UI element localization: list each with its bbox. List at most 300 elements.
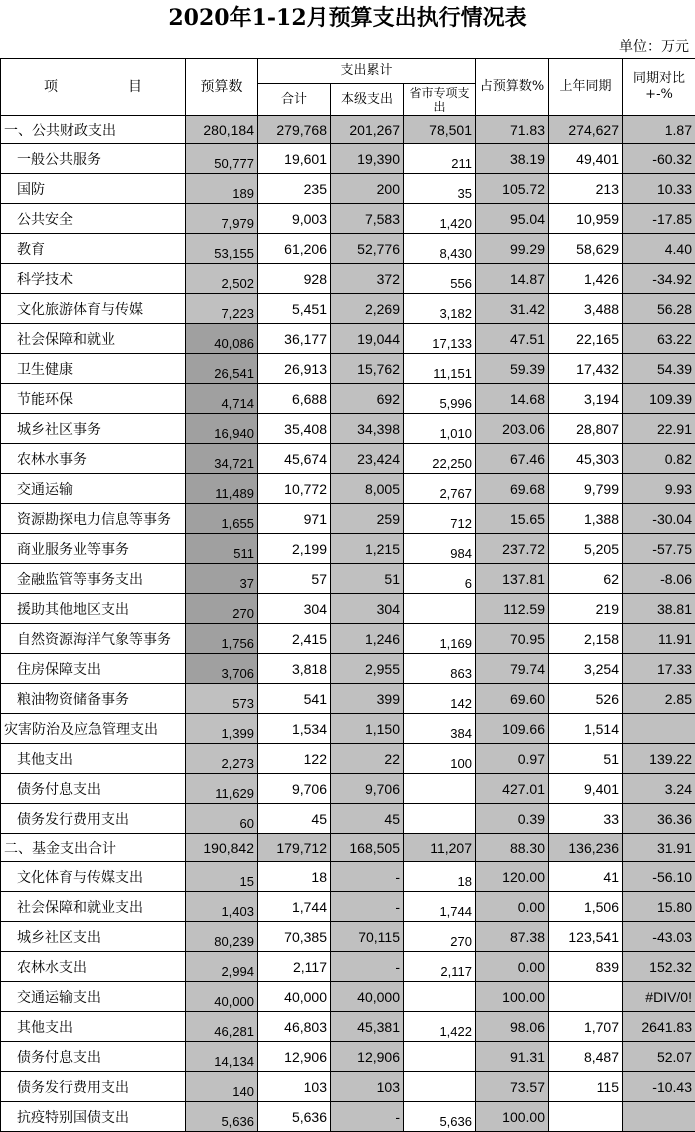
cell-yoy: -10.43	[623, 1072, 695, 1102]
cell-total: 304	[258, 594, 331, 624]
cell-local: 70,115	[331, 922, 404, 952]
cell-last: 33	[549, 804, 623, 834]
table-row	[1, 892, 695, 922]
cell-ratio: 69.60	[476, 684, 549, 714]
cell-local: 372	[331, 264, 404, 294]
cell-last: 5,205	[549, 534, 623, 564]
cell-local: 22	[331, 744, 404, 774]
cell-total: 10,772	[258, 474, 331, 504]
cell-ratio: 95.04	[476, 204, 549, 234]
row-name: 金融监管等事务支出	[1, 564, 186, 594]
cell-yoy: 152.32	[623, 952, 695, 982]
cell-budget: 573	[186, 684, 258, 714]
cell-budget: 5,636	[186, 1102, 258, 1132]
row-name: 公共安全	[1, 204, 186, 234]
cell-local: -	[331, 892, 404, 922]
cell-budget: 40,000	[186, 982, 258, 1012]
table-body	[1, 116, 695, 1132]
row-name: 城乡社区支出	[1, 922, 186, 952]
cell-last: 136,236	[549, 834, 623, 862]
header-cumulative: 支出累计	[258, 59, 476, 84]
cell-last: 51	[549, 744, 623, 774]
cell-last: 9,799	[549, 474, 623, 504]
table-row	[1, 264, 695, 294]
row-name: 城乡社区事务	[1, 414, 186, 444]
cell-yoy: 54.39	[623, 354, 695, 384]
cell-last: 8,487	[549, 1042, 623, 1072]
table-row	[1, 1042, 695, 1072]
cell-local: 103	[331, 1072, 404, 1102]
cell-ratio: 105.72	[476, 174, 549, 204]
table-row	[1, 1072, 695, 1102]
cell-ratio: 79.74	[476, 654, 549, 684]
cell-budget: 2,273	[186, 744, 258, 774]
cell-special: 142	[404, 684, 476, 714]
cell-ratio: 0.00	[476, 892, 549, 922]
row-name: 节能环保	[1, 384, 186, 414]
cell-total: 70,385	[258, 922, 331, 952]
row-name: 债务发行费用支出	[1, 1072, 186, 1102]
cell-local: -	[331, 1102, 404, 1132]
cell-budget: 190,842	[186, 834, 258, 862]
cell-local: 7,583	[331, 204, 404, 234]
cell-budget: 1,403	[186, 892, 258, 922]
row-name: 交通运输支出	[1, 982, 186, 1012]
table-header	[1, 59, 695, 116]
cell-special: 556	[404, 264, 476, 294]
cell-budget: 511	[186, 534, 258, 564]
cell-local: 45,381	[331, 1012, 404, 1042]
cell-special: 863	[404, 654, 476, 684]
cell-total: 2,117	[258, 952, 331, 982]
cell-local: 34,398	[331, 414, 404, 444]
cell-yoy: 63.22	[623, 324, 695, 354]
row-name: 社会保障和就业	[1, 324, 186, 354]
cell-yoy: -8.06	[623, 564, 695, 594]
cell-total: 179,712	[258, 834, 331, 862]
cell-budget: 40,086	[186, 324, 258, 354]
cell-local: 19,390	[331, 144, 404, 174]
row-name: 国防	[1, 174, 186, 204]
header-item: 项 目	[1, 59, 186, 116]
cell-ratio: 59.39	[476, 354, 549, 384]
cell-last: 58,629	[549, 234, 623, 264]
cell-local: 2,269	[331, 294, 404, 324]
row-name: 教育	[1, 234, 186, 264]
cell-total: 1,744	[258, 892, 331, 922]
cell-ratio: 203.06	[476, 414, 549, 444]
table-row	[1, 744, 695, 774]
cell-local: 259	[331, 504, 404, 534]
cell-ratio: 137.81	[476, 564, 549, 594]
cell-special: 11,151	[404, 354, 476, 384]
header-local: 本级支出	[331, 84, 404, 116]
cell-special: 11,207	[404, 834, 476, 862]
cell-budget: 80,239	[186, 922, 258, 952]
cell-special: 1,010	[404, 414, 476, 444]
cell-last: 49,401	[549, 144, 623, 174]
cell-special	[404, 804, 476, 834]
cell-last: 28,807	[549, 414, 623, 444]
cell-last: 10,959	[549, 204, 623, 234]
row-name: 粮油物资储备事务	[1, 684, 186, 714]
cell-total: 122	[258, 744, 331, 774]
row-name: 援助其他地区支出	[1, 594, 186, 624]
cell-budget: 46,281	[186, 1012, 258, 1042]
cell-special: 100	[404, 744, 476, 774]
table-row	[1, 414, 695, 444]
cell-total: 26,913	[258, 354, 331, 384]
cell-ratio: 120.00	[476, 862, 549, 892]
table-row	[1, 654, 695, 684]
cell-last: 526	[549, 684, 623, 714]
cell-last: 1,506	[549, 892, 623, 922]
row-name: 科学技术	[1, 264, 186, 294]
table-row	[1, 144, 695, 174]
cell-special: 6	[404, 564, 476, 594]
cell-total: 9,706	[258, 774, 331, 804]
cell-last: 219	[549, 594, 623, 624]
cell-total: 1,534	[258, 714, 331, 744]
cell-special: 712	[404, 504, 476, 534]
cell-ratio: 70.95	[476, 624, 549, 654]
cell-last: 123,541	[549, 922, 623, 952]
table-row	[1, 116, 695, 144]
cell-total: 19,601	[258, 144, 331, 174]
cell-yoy: 36.36	[623, 804, 695, 834]
cell-total: 235	[258, 174, 331, 204]
cell-ratio: 0.00	[476, 952, 549, 982]
row-name: 自然资源海洋气象等事务	[1, 624, 186, 654]
cell-local: 304	[331, 594, 404, 624]
cell-ratio: 100.00	[476, 1102, 549, 1132]
header-total: 合计	[258, 84, 331, 116]
row-name: 社会保障和就业支出	[1, 892, 186, 922]
table-row	[1, 384, 695, 414]
table-row	[1, 922, 695, 952]
header-last-year: 上年同期	[549, 59, 623, 116]
cell-last: 1,388	[549, 504, 623, 534]
row-name: 交通运输	[1, 474, 186, 504]
row-name: 债务付息支出	[1, 1042, 186, 1072]
cell-ratio: 73.57	[476, 1072, 549, 1102]
cell-budget: 3,706	[186, 654, 258, 684]
row-name: 卫生健康	[1, 354, 186, 384]
cell-yoy: 56.28	[623, 294, 695, 324]
cell-ratio: 14.87	[476, 264, 549, 294]
cell-total: 279,768	[258, 116, 331, 144]
cell-ratio: 237.72	[476, 534, 549, 564]
cell-special: 5,636	[404, 1102, 476, 1132]
cell-ratio: 14.68	[476, 384, 549, 414]
cell-ratio: 0.39	[476, 804, 549, 834]
cell-last: 9,401	[549, 774, 623, 804]
cell-total: 5,636	[258, 1102, 331, 1132]
cell-total: 45,674	[258, 444, 331, 474]
cell-last: 115	[549, 1072, 623, 1102]
cell-yoy: 38.81	[623, 594, 695, 624]
cell-budget: 2,502	[186, 264, 258, 294]
cell-budget: 140	[186, 1072, 258, 1102]
table-row	[1, 774, 695, 804]
cell-yoy: 52.07	[623, 1042, 695, 1072]
cell-local: 1,215	[331, 534, 404, 564]
page-title: 2020年1-12月预算支出执行情况表	[0, 0, 695, 36]
cell-last: 41	[549, 862, 623, 892]
cell-budget: 280,184	[186, 116, 258, 144]
row-name: 住房保障支出	[1, 654, 186, 684]
table-row	[1, 354, 695, 384]
cell-budget: 1,756	[186, 624, 258, 654]
cell-last: 62	[549, 564, 623, 594]
cell-special: 17,133	[404, 324, 476, 354]
row-name: 农林水支出	[1, 952, 186, 982]
row-name: 抗疫特别国债支出	[1, 1102, 186, 1132]
cell-last	[549, 982, 623, 1012]
cell-budget: 37	[186, 564, 258, 594]
cell-ratio: 109.66	[476, 714, 549, 744]
row-name: 商业服务业等事务	[1, 534, 186, 564]
cell-total: 36,177	[258, 324, 331, 354]
cell-special: 8,430	[404, 234, 476, 264]
cell-yoy: 17.33	[623, 654, 695, 684]
cell-special: 984	[404, 534, 476, 564]
cell-ratio: 91.31	[476, 1042, 549, 1072]
cell-total: 61,206	[258, 234, 331, 264]
row-name: 债务付息支出	[1, 774, 186, 804]
cell-yoy: 109.39	[623, 384, 695, 414]
cell-yoy: 2641.83	[623, 1012, 695, 1042]
cell-budget: 15	[186, 862, 258, 892]
budget-table	[0, 58, 695, 1132]
table-row	[1, 204, 695, 234]
cell-budget: 11,489	[186, 474, 258, 504]
cell-local: 23,424	[331, 444, 404, 474]
cell-special: 5,996	[404, 384, 476, 414]
cell-budget: 7,223	[186, 294, 258, 324]
cell-local: 200	[331, 174, 404, 204]
cell-yoy: -43.03	[623, 922, 695, 952]
cell-special: 384	[404, 714, 476, 744]
cell-special: 211	[404, 144, 476, 174]
cell-last: 1,426	[549, 264, 623, 294]
cell-special: 78,501	[404, 116, 476, 144]
cell-local: 2,955	[331, 654, 404, 684]
cell-ratio: 100.00	[476, 982, 549, 1012]
cell-budget: 14,134	[186, 1042, 258, 1072]
cell-total: 57	[258, 564, 331, 594]
cell-ratio: 112.59	[476, 594, 549, 624]
cell-yoy: -57.75	[623, 534, 695, 564]
cell-budget: 16,940	[186, 414, 258, 444]
header-budget: 预算数	[186, 59, 258, 116]
cell-special: 18	[404, 862, 476, 892]
cell-yoy	[623, 714, 695, 744]
table-row	[1, 714, 695, 744]
cell-ratio: 31.42	[476, 294, 549, 324]
cell-special: 1,422	[404, 1012, 476, 1042]
cell-budget: 34,721	[186, 444, 258, 474]
cell-yoy: -17.85	[623, 204, 695, 234]
cell-local: 8,005	[331, 474, 404, 504]
cell-last: 1,514	[549, 714, 623, 744]
cell-total: 12,906	[258, 1042, 331, 1072]
cell-budget: 7,979	[186, 204, 258, 234]
cell-total: 2,199	[258, 534, 331, 564]
cell-yoy: 11.91	[623, 624, 695, 654]
cell-last: 2,158	[549, 624, 623, 654]
cell-special	[404, 774, 476, 804]
cell-total: 9,003	[258, 204, 331, 234]
cell-special: 1,744	[404, 892, 476, 922]
cell-ratio: 87.38	[476, 922, 549, 952]
cell-ratio: 38.19	[476, 144, 549, 174]
cell-local: -	[331, 952, 404, 982]
table-row	[1, 982, 695, 1012]
cell-total: 541	[258, 684, 331, 714]
cell-last: 274,627	[549, 116, 623, 144]
cell-last: 3,194	[549, 384, 623, 414]
cell-special: 1,169	[404, 624, 476, 654]
table-row	[1, 952, 695, 982]
cell-local: 45	[331, 804, 404, 834]
cell-local: 52,776	[331, 234, 404, 264]
cell-ratio: 427.01	[476, 774, 549, 804]
unit-label: 单位：万元	[619, 36, 689, 58]
cell-last: 22,165	[549, 324, 623, 354]
cell-yoy: 2.85	[623, 684, 695, 714]
cell-budget: 1,655	[186, 504, 258, 534]
table-row	[1, 294, 695, 324]
cell-local: 51	[331, 564, 404, 594]
cell-ratio: 69.68	[476, 474, 549, 504]
cell-yoy: 3.24	[623, 774, 695, 804]
cell-special: 270	[404, 922, 476, 952]
header-ratio: 占预算数%	[476, 59, 549, 116]
table-row	[1, 504, 695, 534]
cell-ratio: 0.97	[476, 744, 549, 774]
cell-special	[404, 1072, 476, 1102]
table-row	[1, 862, 695, 892]
cell-last: 17,432	[549, 354, 623, 384]
cell-special	[404, 982, 476, 1012]
cell-special: 2,117	[404, 952, 476, 982]
cell-yoy: 10.33	[623, 174, 695, 204]
cell-ratio: 67.46	[476, 444, 549, 474]
cell-yoy: 22.91	[623, 414, 695, 444]
row-name: 其他支出	[1, 1012, 186, 1042]
cell-local: 19,044	[331, 324, 404, 354]
cell-yoy: 0.82	[623, 444, 695, 474]
row-name: 农林水事务	[1, 444, 186, 474]
cell-local: 9,706	[331, 774, 404, 804]
cell-total: 40,000	[258, 982, 331, 1012]
cell-last: 3,488	[549, 294, 623, 324]
row-name: 文化旅游体育与传媒	[1, 294, 186, 324]
cell-last: 45,303	[549, 444, 623, 474]
table-row	[1, 234, 695, 264]
cell-budget: 11,629	[186, 774, 258, 804]
cell-yoy: 31.91	[623, 834, 695, 862]
cell-last: 213	[549, 174, 623, 204]
cell-ratio: 88.30	[476, 834, 549, 862]
cell-ratio: 15.65	[476, 504, 549, 534]
cell-local: 399	[331, 684, 404, 714]
cell-special: 2,767	[404, 474, 476, 504]
table-row	[1, 834, 695, 862]
cell-yoy: -30.04	[623, 504, 695, 534]
row-name: 一般公共服务	[1, 144, 186, 174]
cell-special: 22,250	[404, 444, 476, 474]
table-row	[1, 1012, 695, 1042]
cell-total: 35,408	[258, 414, 331, 444]
cell-budget: 50,777	[186, 144, 258, 174]
table-row	[1, 1102, 695, 1132]
cell-yoy	[623, 1102, 695, 1132]
cell-yoy: -34.92	[623, 264, 695, 294]
cell-yoy: -60.32	[623, 144, 695, 174]
cell-total: 5,451	[258, 294, 331, 324]
cell-yoy: 15.80	[623, 892, 695, 922]
cell-yoy: 4.40	[623, 234, 695, 264]
row-name: 文化体育与传媒支出	[1, 862, 186, 892]
row-name: 债务发行费用支出	[1, 804, 186, 834]
cell-yoy: 9.93	[623, 474, 695, 504]
cell-total: 45	[258, 804, 331, 834]
table-row	[1, 684, 695, 714]
cell-ratio: 47.51	[476, 324, 549, 354]
row-name: 资源勘探电力信息等事务	[1, 504, 186, 534]
cell-special: 35	[404, 174, 476, 204]
table-row	[1, 594, 695, 624]
cell-local: 12,906	[331, 1042, 404, 1072]
cell-last	[549, 1102, 623, 1132]
cell-local: 692	[331, 384, 404, 414]
cell-total: 2,415	[258, 624, 331, 654]
row-name: 二、基金支出合计	[1, 834, 186, 862]
cell-ratio: 71.83	[476, 116, 549, 144]
header-special: 省市专项支出	[404, 84, 476, 116]
cell-last: 839	[549, 952, 623, 982]
cell-special: 1,420	[404, 204, 476, 234]
cell-total: 18	[258, 862, 331, 892]
row-name: 灾害防治及应急管理支出	[1, 714, 186, 744]
table-row	[1, 534, 695, 564]
cell-last: 1,707	[549, 1012, 623, 1042]
cell-yoy: 139.22	[623, 744, 695, 774]
cell-budget: 60	[186, 804, 258, 834]
table-row	[1, 174, 695, 204]
table-row	[1, 624, 695, 654]
cell-yoy: 1.87	[623, 116, 695, 144]
cell-yoy: #DIV/0!	[623, 982, 695, 1012]
cell-total: 46,803	[258, 1012, 331, 1042]
cell-local: 40,000	[331, 982, 404, 1012]
cell-total: 971	[258, 504, 331, 534]
table-row	[1, 564, 695, 594]
header-yoy: 同期对比+-%	[623, 59, 695, 116]
cell-ratio: 99.29	[476, 234, 549, 264]
cell-local: 1,150	[331, 714, 404, 744]
cell-last: 3,254	[549, 654, 623, 684]
cell-special	[404, 594, 476, 624]
cell-special	[404, 1042, 476, 1072]
cell-budget: 1,399	[186, 714, 258, 744]
cell-budget: 4,714	[186, 384, 258, 414]
cell-budget: 270	[186, 594, 258, 624]
row-name: 其他支出	[1, 744, 186, 774]
cell-local: 168,505	[331, 834, 404, 862]
